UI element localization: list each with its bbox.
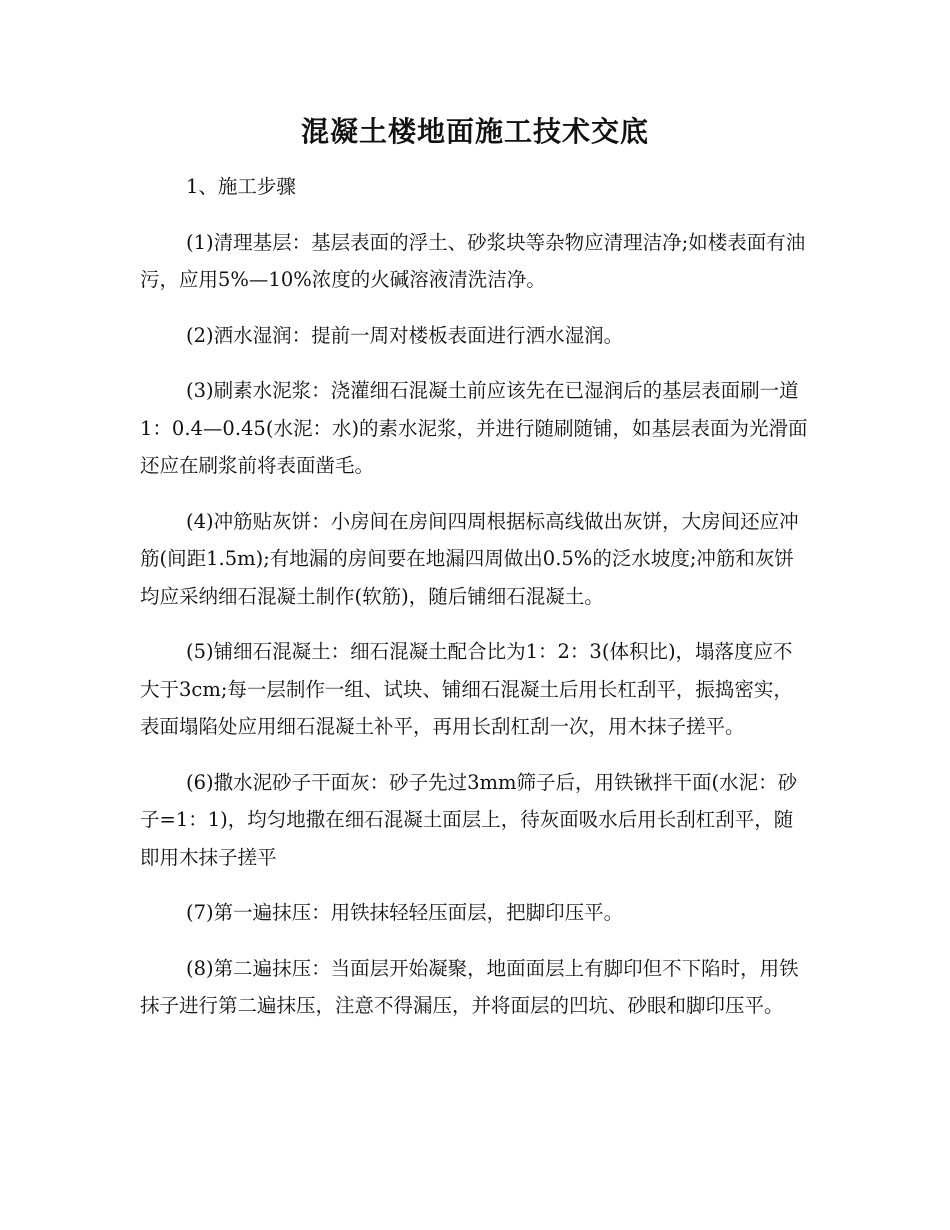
- paragraph-step-4: (4)冲筋贴灰饼：小房间在房间四周根据标高线做出灰饼，大房间还应冲筋(间距1.5m);有地漏的房间要在地漏四周做出0.5%的泛水坡度;冲筋和灰饼均应采纳细石混凝土制作(软筋)，随后铺细石混凝土。: [140, 509, 799, 608]
- paragraph-step-3: (3)刷素水泥浆：浇灌细石混凝土前应该先在已湿润后的基层表面刷一道1：0.4—0.45(水泥：水)的素水泥浆，并进行随刷随铺，如基层表面为光滑面还应在刷浆前将表面凿毛。: [140, 379, 808, 477]
- section-heading: 1、施工步骤: [186, 175, 296, 198]
- paragraph-step-6: (6)撒水泥砂子干面灰：砂子先过3mm筛子后，用铁锹拌干面(水泥：砂子=1：1)，均匀地撒在细石混凝土面层上，待灰面吸水后用长刮杠刮平，随即用木抹子搓平: [140, 770, 798, 869]
- document-title: 混凝土楼地面施工技术交底: [300, 115, 649, 148]
- paragraph-step-8: (8)第二遍抹压：当面层开始凝聚，地面面层上有脚印但不下陷时，用铁抹子进行第二遍抹压，注意不得漏压，并将面层的凹坑、砂眼和脚印压平。: [140, 956, 799, 1017]
- paragraph-step-5: (5)铺细石混凝土：细石混凝土配合比为1：2：3(体积比)，塌落度应不大于3cm;每一层制作一组、试块、铺细石混凝土后用长杠刮平，振捣密实，表面塌陷处应用细石混凝土补平，再用长刮杠刮一次，用木抹子搓平。: [140, 640, 793, 738]
- paragraph-step-2: (2)洒水湿润：提前一周对楼板表面进行洒水湿润。: [186, 323, 624, 347]
- paragraph-step-1: (1)清理基层：基层表面的浮土、砂浆块等杂物应清理洁净;如楼表面有油污，应用5%—10%浓度的火碱溶液清洗洁净。: [140, 230, 806, 291]
- document-body: [140, 168, 812, 1043]
- paragraph-step-7: (7)第一遍抹压：用铁抹轻轻压面层，把脚印压平。: [186, 901, 624, 924]
